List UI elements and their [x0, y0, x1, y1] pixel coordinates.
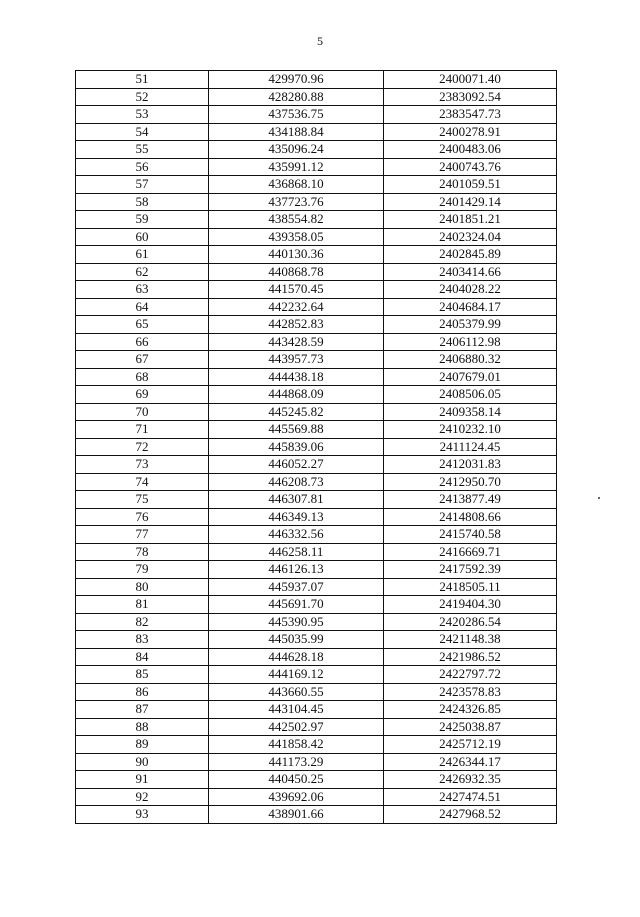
table-row — [76, 736, 557, 754]
point-number-cell: 61 — [76, 246, 209, 264]
table-row — [76, 298, 557, 316]
y-coordinate-cell: 2427968.52 — [384, 806, 557, 824]
point-number-cell: 74 — [76, 473, 209, 491]
y-coordinate-cell: 2426932.35 — [384, 771, 557, 789]
x-coordinate-cell: 444628.18 — [209, 648, 384, 666]
point-number-cell: 56 — [76, 158, 209, 176]
table-row — [76, 508, 557, 526]
point-number-cell: 77 — [76, 526, 209, 544]
point-number-cell: 85 — [76, 666, 209, 684]
table-row — [76, 386, 557, 404]
table-row — [76, 806, 557, 824]
point-number-cell: 89 — [76, 736, 209, 754]
y-coordinate-cell: 2405379.99 — [384, 316, 557, 334]
table-row — [76, 71, 557, 89]
x-coordinate-cell: 445245.82 — [209, 403, 384, 421]
y-coordinate-cell: 2400483.06 — [384, 141, 557, 159]
x-coordinate-cell: 441173.29 — [209, 753, 384, 771]
x-coordinate-cell: 437536.75 — [209, 106, 384, 124]
point-number-cell: 86 — [76, 683, 209, 701]
table-row — [76, 246, 557, 264]
y-coordinate-cell: 2400278.91 — [384, 123, 557, 141]
table-row — [76, 263, 557, 281]
x-coordinate-cell: 443660.55 — [209, 683, 384, 701]
table-row — [76, 683, 557, 701]
x-coordinate-cell: 441858.42 — [209, 736, 384, 754]
y-coordinate-cell: 2421986.52 — [384, 648, 557, 666]
y-coordinate-cell: 2413877.49 — [384, 491, 557, 509]
y-coordinate-cell: 2417592.39 — [384, 561, 557, 579]
x-coordinate-cell: 437723.76 — [209, 193, 384, 211]
x-coordinate-cell: 440868.78 — [209, 263, 384, 281]
y-coordinate-cell: 2415740.58 — [384, 526, 557, 544]
x-coordinate-cell: 446052.27 — [209, 456, 384, 474]
x-coordinate-cell: 443428.59 — [209, 333, 384, 351]
point-number-cell: 57 — [76, 176, 209, 194]
coordinates-table-body — [76, 71, 557, 824]
y-coordinate-cell: 2406112.98 — [384, 333, 557, 351]
point-number-cell: 75 — [76, 491, 209, 509]
y-coordinate-cell: 2422797.72 — [384, 666, 557, 684]
x-coordinate-cell: 438554.82 — [209, 211, 384, 229]
y-coordinate-cell: 2426344.17 — [384, 753, 557, 771]
y-coordinate-cell: 2411124.45 — [384, 438, 557, 456]
y-coordinate-cell: 2406880.32 — [384, 351, 557, 369]
point-number-cell: 82 — [76, 613, 209, 631]
x-coordinate-cell: 445839.06 — [209, 438, 384, 456]
table-row — [76, 456, 557, 474]
x-coordinate-cell: 446307.81 — [209, 491, 384, 509]
table-row — [76, 631, 557, 649]
x-coordinate-cell: 439692.06 — [209, 788, 384, 806]
y-coordinate-cell: 2404028.22 — [384, 281, 557, 299]
point-number-cell: 87 — [76, 701, 209, 719]
y-coordinate-cell: 2423578.83 — [384, 683, 557, 701]
x-coordinate-cell: 446258.11 — [209, 543, 384, 561]
table-row — [76, 666, 557, 684]
y-coordinate-cell: 2383092.54 — [384, 88, 557, 106]
x-coordinate-cell: 428280.88 — [209, 88, 384, 106]
y-coordinate-cell: 2401429.14 — [384, 193, 557, 211]
table-row — [76, 648, 557, 666]
table-row — [76, 491, 557, 509]
x-coordinate-cell: 445390.95 — [209, 613, 384, 631]
table-row — [76, 753, 557, 771]
y-coordinate-cell: 2412950.70 — [384, 473, 557, 491]
point-number-cell: 90 — [76, 753, 209, 771]
y-coordinate-cell: 2418505.11 — [384, 578, 557, 596]
x-coordinate-cell: 438901.66 — [209, 806, 384, 824]
point-number-cell: 66 — [76, 333, 209, 351]
point-number-cell: 64 — [76, 298, 209, 316]
x-coordinate-cell: 429970.96 — [209, 71, 384, 89]
y-coordinate-cell: 2403414.66 — [384, 263, 557, 281]
y-coordinate-cell: 2425038.87 — [384, 718, 557, 736]
table-row — [76, 211, 557, 229]
table-row — [76, 403, 557, 421]
y-coordinate-cell: 2401059.51 — [384, 176, 557, 194]
x-coordinate-cell: 443104.45 — [209, 701, 384, 719]
x-coordinate-cell: 445937.07 — [209, 578, 384, 596]
point-number-cell: 53 — [76, 106, 209, 124]
point-number-cell: 73 — [76, 456, 209, 474]
y-coordinate-cell: 2427474.51 — [384, 788, 557, 806]
point-number-cell: 80 — [76, 578, 209, 596]
x-coordinate-cell: 445691.70 — [209, 596, 384, 614]
y-coordinate-cell: 2400743.76 — [384, 158, 557, 176]
table-row — [76, 368, 557, 386]
point-number-cell: 71 — [76, 421, 209, 439]
x-coordinate-cell: 442502.97 — [209, 718, 384, 736]
y-coordinate-cell: 2416669.71 — [384, 543, 557, 561]
x-coordinate-cell: 444438.18 — [209, 368, 384, 386]
point-number-cell: 92 — [76, 788, 209, 806]
x-coordinate-cell: 439358.05 — [209, 228, 384, 246]
table-row — [76, 421, 557, 439]
table-row — [76, 788, 557, 806]
x-coordinate-cell: 446208.73 — [209, 473, 384, 491]
point-number-cell: 67 — [76, 351, 209, 369]
x-coordinate-cell: 444169.12 — [209, 666, 384, 684]
x-coordinate-cell: 445035.99 — [209, 631, 384, 649]
table-row — [76, 123, 557, 141]
x-coordinate-cell: 435096.24 — [209, 141, 384, 159]
x-coordinate-cell: 434188.84 — [209, 123, 384, 141]
y-coordinate-cell: 2412031.83 — [384, 456, 557, 474]
point-number-cell: 88 — [76, 718, 209, 736]
y-coordinate-cell: 2409358.14 — [384, 403, 557, 421]
table-row — [76, 158, 557, 176]
x-coordinate-cell: 435991.12 — [209, 158, 384, 176]
table-row — [76, 596, 557, 614]
point-number-cell: 60 — [76, 228, 209, 246]
y-coordinate-cell: 2421148.38 — [384, 631, 557, 649]
y-coordinate-cell: 2402324.04 — [384, 228, 557, 246]
point-number-cell: 76 — [76, 508, 209, 526]
point-number-cell: 79 — [76, 561, 209, 579]
y-coordinate-cell: 2400071.40 — [384, 71, 557, 89]
table-row — [76, 88, 557, 106]
point-number-cell: 54 — [76, 123, 209, 141]
point-number-cell: 62 — [76, 263, 209, 281]
table-row — [76, 176, 557, 194]
point-number-cell: 72 — [76, 438, 209, 456]
table-row — [76, 228, 557, 246]
point-number-cell: 55 — [76, 141, 209, 159]
point-number-cell: 83 — [76, 631, 209, 649]
y-coordinate-cell: 2401851.21 — [384, 211, 557, 229]
y-coordinate-cell: 2414808.66 — [384, 508, 557, 526]
x-coordinate-cell: 442232.64 — [209, 298, 384, 316]
table-row — [76, 718, 557, 736]
y-coordinate-cell: 2424326.85 — [384, 701, 557, 719]
coordinates-table — [75, 70, 557, 824]
point-number-cell: 63 — [76, 281, 209, 299]
y-coordinate-cell: 2408506.05 — [384, 386, 557, 404]
point-number-cell: 93 — [76, 806, 209, 824]
point-number-cell: 51 — [76, 71, 209, 89]
page-number: 5 — [317, 34, 323, 48]
table-row — [76, 106, 557, 124]
x-coordinate-cell: 441570.45 — [209, 281, 384, 299]
y-coordinate-cell: 2407679.01 — [384, 368, 557, 386]
point-number-cell: 84 — [76, 648, 209, 666]
x-coordinate-cell: 436868.10 — [209, 176, 384, 194]
y-coordinate-cell: 2383547.73 — [384, 106, 557, 124]
point-number-cell: 91 — [76, 771, 209, 789]
point-number-cell: 65 — [76, 316, 209, 334]
table-row — [76, 473, 557, 491]
table-row — [76, 543, 557, 561]
table-row — [76, 526, 557, 544]
table-row — [76, 333, 557, 351]
table-row — [76, 613, 557, 631]
y-coordinate-cell: 2425712.19 — [384, 736, 557, 754]
y-coordinate-cell: 2419404.30 — [384, 596, 557, 614]
table-row — [76, 561, 557, 579]
x-coordinate-cell: 445569.88 — [209, 421, 384, 439]
x-coordinate-cell: 444868.09 — [209, 386, 384, 404]
y-coordinate-cell: 2410232.10 — [384, 421, 557, 439]
table-row — [76, 351, 557, 369]
point-number-cell: 78 — [76, 543, 209, 561]
point-number-cell: 52 — [76, 88, 209, 106]
point-number-cell: 59 — [76, 211, 209, 229]
point-number-cell: 68 — [76, 368, 209, 386]
point-number-cell: 81 — [76, 596, 209, 614]
point-number-cell: 70 — [76, 403, 209, 421]
x-coordinate-cell: 440130.36 — [209, 246, 384, 264]
table-row — [76, 771, 557, 789]
x-coordinate-cell: 440450.25 — [209, 771, 384, 789]
x-coordinate-cell: 446332.56 — [209, 526, 384, 544]
y-coordinate-cell: 2420286.54 — [384, 613, 557, 631]
table-row — [76, 438, 557, 456]
table-row — [76, 578, 557, 596]
x-coordinate-cell: 446126.13 — [209, 561, 384, 579]
x-coordinate-cell: 443957.73 — [209, 351, 384, 369]
y-coordinate-cell: 2404684.17 — [384, 298, 557, 316]
point-number-cell: 58 — [76, 193, 209, 211]
table-row — [76, 141, 557, 159]
x-coordinate-cell: 442852.83 — [209, 316, 384, 334]
table-row — [76, 281, 557, 299]
y-coordinate-cell: 2402845.89 — [384, 246, 557, 264]
scan-speck — [598, 497, 600, 499]
table-row — [76, 193, 557, 211]
x-coordinate-cell: 446349.13 — [209, 508, 384, 526]
table-row — [76, 316, 557, 334]
table-row — [76, 701, 557, 719]
point-number-cell: 69 — [76, 386, 209, 404]
